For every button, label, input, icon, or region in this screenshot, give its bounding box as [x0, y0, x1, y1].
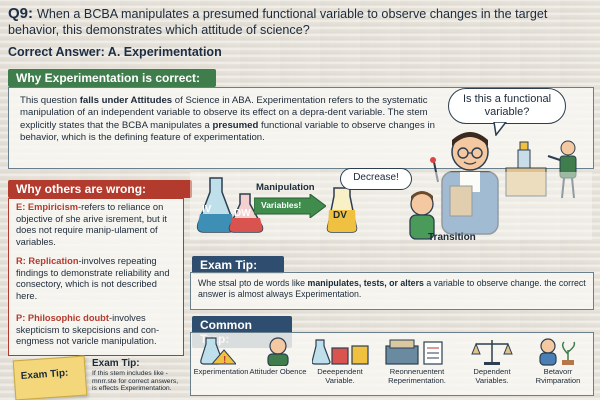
trap-caption-2: Deeependent Variable.: [317, 367, 363, 385]
trap-caption-3: Reonneruentent Reperimentation.: [388, 367, 446, 385]
scale-icon: [470, 336, 514, 366]
flask-dw-label: DW: [234, 208, 251, 219]
trap-caption-5: Betavorr Rvimparation: [535, 367, 581, 385]
decrease-bubble: Decrease!: [340, 168, 412, 190]
question-number: Q9:: [8, 5, 34, 22]
sticky-text: If this stem includes like - mnrr.ste for correct answers, is effects Experimentation.: [92, 370, 179, 393]
plant-child-icon: [536, 336, 580, 366]
books-icon: [384, 338, 446, 366]
exam-tip-sticky-note: Exam Tip:: [13, 356, 88, 400]
wrong-item-philosophic-doubt: P: Philosophic doubt-involves skepticism to skepcisions and con-engmess not varicle manipulation.: [16, 313, 160, 346]
trap-caption-1: Attituder Obence: [249, 367, 307, 376]
why-wrong-header: Why others are wrong:: [8, 180, 192, 198]
functional-variable-bubble: Is this a functional variable?: [448, 88, 566, 124]
correct-answer: Correct Answer: A. Experimentation: [8, 45, 222, 59]
arrow-label: Variables!: [261, 200, 302, 210]
child-observer-icon: [262, 336, 294, 366]
why-correct-header: Why Experimentation is correct:: [8, 69, 216, 87]
manipulation-label: Manipulation: [256, 182, 315, 193]
trap-caption-4: Dependent Variables.: [473, 367, 511, 385]
exam-tip-header: Exam Tip:: [192, 256, 284, 274]
wrong-item-replication: R: Replication-involves repeating findings to demonstrate reliability and consectory, which is not described here.: [16, 256, 170, 301]
flask-iv-label: IV: [202, 204, 212, 215]
flasks-icon: [312, 336, 372, 366]
why-correct-text: This question falls under Attitudes of Science in ABA. Experimentation refers to the systematic manipulation of an independent variable to observe its effect on a depra-dent variable. The stem explicitly states that the BCBA manipulates a presumed functional variable to observe changes in behavior, which is the defining feature of experimentation.: [20, 95, 435, 143]
trap-caption-0: Experimentation: [193, 367, 249, 376]
flask-dv-label: DV: [333, 210, 347, 221]
exam-tip-text: Whe stsal pto de words like manipulates, tests, or alters a variable to observe change. the correct answer is almost always Experimentation.: [198, 278, 586, 299]
question-text: [8, 6, 594, 38]
common-trap-header: Common: [192, 316, 292, 348]
flask-warning-icon: [200, 336, 236, 366]
question-body: When a BCBA manipulates a presumed functional variable to observe changes in the target behavior, this demonstrates which attitude of science?: [8, 7, 548, 37]
transition-label: Transition: [428, 232, 476, 243]
svg-text:!: !: [223, 355, 227, 366]
wrong-item-empiricism: E: Empiricism-refers to reliance on objective of she arive isrement, but it does not require manip-ulament of variables.: [16, 202, 167, 247]
sticky-title: Exam Tip:: [92, 358, 140, 369]
